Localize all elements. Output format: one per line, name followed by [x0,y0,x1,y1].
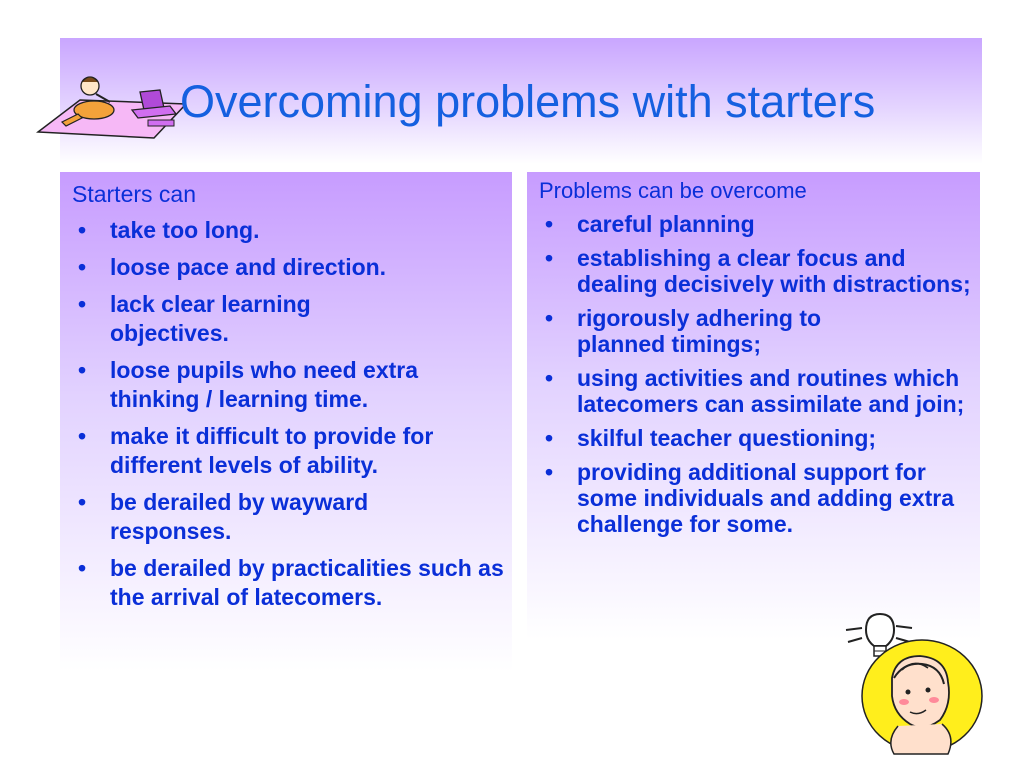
right-bullet-5: • skilful teacher questioning; [539,425,975,451]
left-bullet-3: • lack clear learning objectives. [72,290,360,348]
left-bullet-6: • be derailed by wayward responses. [72,488,440,546]
left-bullet-list [72,216,508,612]
right-bullet-4: • using activities and routines which latecomers can assimilate and join; [539,365,975,417]
right-panel [527,172,980,640]
right-bullet-6: • providing additional support for some individuals and adding extra challenge for some. [539,459,977,537]
left-bullet-4: • loose pupils who need extra thinking / learning time. [72,356,508,414]
lightbulb-idea-icon [838,608,988,758]
right-bullet-2: • establishing a clear focus and dealing decisively with distractions; [539,245,975,297]
right-panel-heading: Problems can be overcome [539,178,807,203]
left-bullet-1: • take too long. [72,216,508,245]
left-bullet-2: • loose pace and direction. [72,253,508,282]
left-panel [60,172,512,672]
left-bullet-5: • make it difficult to provide for different levels of ability. [72,422,508,480]
left-bullet-7: • be derailed by practicalities such as the arrival of latecomers. [72,554,508,612]
right-bullet-1: • careful planning [539,211,975,237]
right-bullet-3: • rigorously adhering to planned timings; [539,305,897,357]
left-panel-heading: Starters can [72,181,196,207]
person-at-laptop-icon [36,70,186,142]
slide-title: Overcoming problems with starters [180,76,876,127]
right-bullet-list [539,211,975,537]
